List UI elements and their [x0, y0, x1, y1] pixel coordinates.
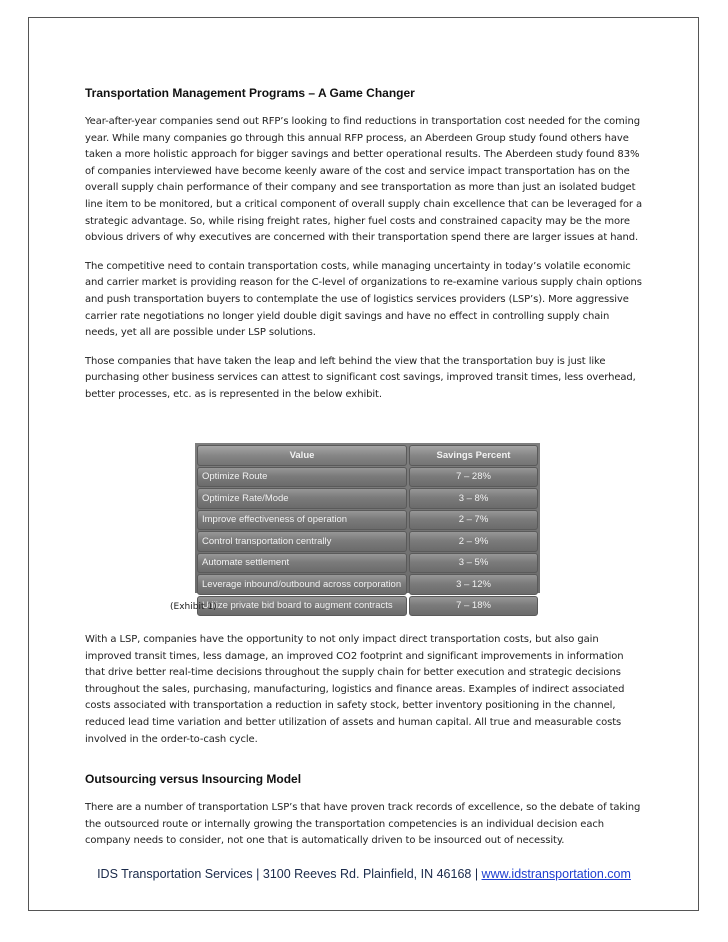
paragraph-4: With a LSP, companies have the opportunity to not only impact direct transportation costs, but also gain improved transit times, less damage, an improved CO2 footprint and significant improvements in information that drive better real-time decisions throughout the supply chain for better execution and strategic decisions throughout the sales, purchasing, manufacturing, logistics and finance areas. Examples of indirect associated costs associated with transportation a reduction in safety stock, better inventory positioning in the channel, reduced lead time variation and better utilization of assets and human capital. All true and measurable costs involved in the order-to-cash cycle. [85, 634, 625, 745]
row-savings: 3 – 5% [409, 553, 538, 574]
table-row [197, 596, 538, 617]
footer-website-link[interactable]: www.idstransportation.com [481, 867, 631, 881]
section-title-outsourcing: Outsourcing versus Insourcing Model [85, 772, 302, 787]
row-value: Optimize Route [197, 467, 407, 488]
header-value: Value [197, 445, 407, 466]
row-value: Leverage inbound/outbound across corporation [197, 574, 407, 595]
header-savings-percent: Savings Percent [409, 445, 538, 466]
row-savings: 3 – 8% [409, 488, 538, 509]
paragraph-1: Year-after-year companies send out RFP’s looking to find reductions in transportation cost needed for the coming year. While many companies go through this annual RFP process, an Aberdeen Group study found others have taken a more holistic approach for bigger savings and better operational results. The Aberdeen study found 83% of companies interviewed have become keenly aware of the cost and service impact transportation has on the overall supply chain performance of their company and see transportation as more than just an isolated budget line item to be monitored, but a critical component of overall supply chain excellence that can be leveraged for a strategic advantage. So, while rising freight rates, higher fuel costs and constrained capacity may be the more obvious drivers of why executives are concerned with their transportation spend there are larger issues at hand. [85, 116, 643, 244]
table-row [197, 488, 538, 509]
row-savings: 3 – 12% [409, 574, 538, 595]
document-body-lower [85, 632, 645, 850]
paragraph-3: Those companies that have taken the leap and left behind the view that the transportation buy is just like purchasing other business services can attest to significant cost savings, improved transit times, less overhead, better processes, etc. as is represented in the below exhibit. [85, 355, 636, 400]
row-value: Utilize private bid board to augment contracts [197, 596, 407, 617]
table-row [197, 510, 538, 531]
table-header-row [197, 445, 538, 466]
document-body [85, 86, 645, 404]
row-savings: 2 – 7% [409, 510, 538, 531]
row-savings: 7 – 28% [409, 467, 538, 488]
footer-address: IDS Transportation Services | 3100 Reeves Rd. Plainfield, IN 46168 | [97, 867, 482, 881]
table-row [197, 467, 538, 488]
paragraph-2: The competitive need to contain transportation costs, while managing uncertainty in today’s volatile economic and carrier market is providing reason for the C-level of organizations to re-examine various supply chain options and push transportation buyers to contemplate the use of logistics services providers (LSP’s). More aggressive carrier rate negotiations no longer yield double digit savings and have no effect in controlling supply chain needs, yet all are possible under LSP solutions. [85, 260, 642, 339]
row-value: Improve effectiveness of operation [197, 510, 407, 531]
row-value: Optimize Rate/Mode [197, 488, 407, 509]
page-footer [0, 867, 728, 881]
table-row [197, 574, 538, 595]
row-savings: 7 – 18% [409, 596, 538, 617]
row-value: Automate settlement [197, 553, 407, 574]
exhibit-table [195, 443, 540, 612]
row-savings: 2 – 9% [409, 531, 538, 552]
table-row [197, 531, 538, 552]
section-title-tmp: Transportation Management Programs – A Game Changer [85, 86, 415, 100]
paragraph-5: There are a number of transportation LSP’s that have proven track records of excellence, so the debate of taking the outsourced route or internally growing the transportation competencies is an individual decision each company needs to consider, not one that is automatically driven to be insourced out of necessity. [85, 802, 641, 847]
exhibit-caption: (Exhibit 1) [170, 602, 217, 612]
table-row [197, 553, 538, 574]
row-value: Control transportation centrally [197, 531, 407, 552]
